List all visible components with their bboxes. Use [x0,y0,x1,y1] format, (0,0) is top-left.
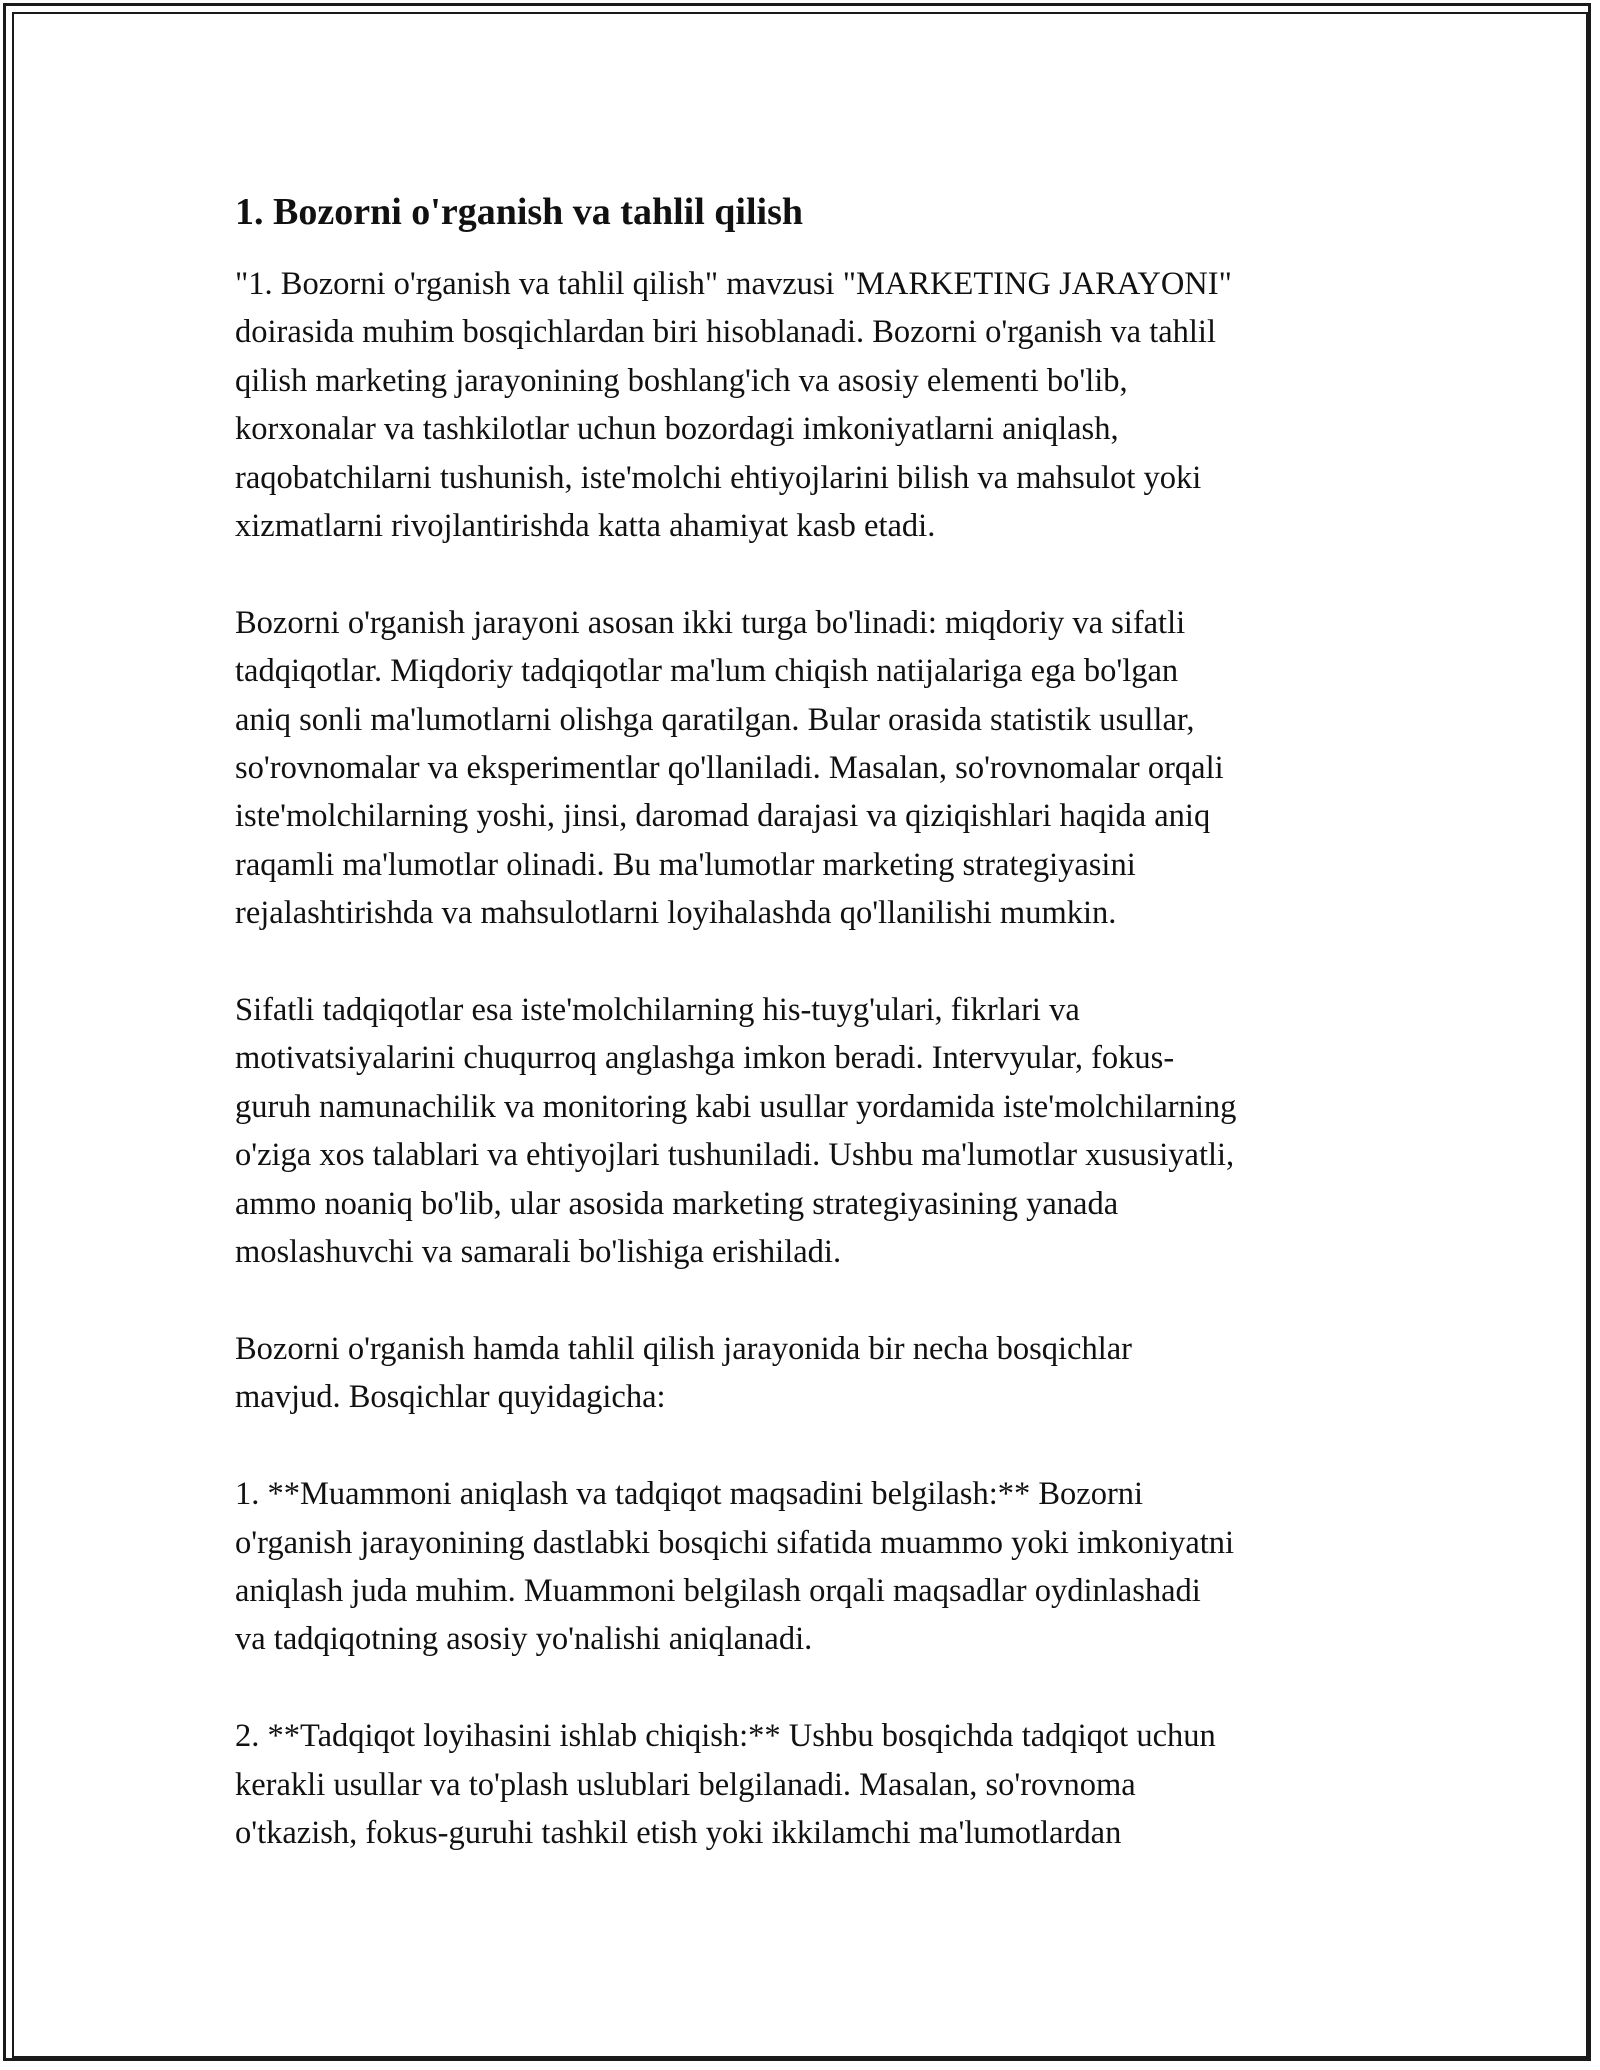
paragraph-stage-2: 2. **Tadqiqot loyihasini ishlab chiqish:** Ushbu bosqichda tadqiqot uchun kerakli usullar va to'plash uslublari belgilanadi. Masalan, so'rovnoma o'tkazish, fokus-guruhi tashkil etish yoki ikkilamchi ma'lumotlardan [235,1718,1216,1851]
paragraph-intro: "1. Bozorni o'rganish va tahlil qilish" mavzusi "MARKETING JARAYONI" doirasida muhim bosqichlardan biri hisoblanadi. Bozorni o'rganish va tahlil qilish marketing jarayonining boshlang'ich va asosiy elementi bo'lib, korxonalar va tashkilotlar uchun bozordagi imkoniyatlarni aniqlash, raqobatchilarni tushunish, iste'molchi ehtiyojlarini bilish va mahsulot yoki xizmatlarni rivojlantirishda katta ahamiyat kasb etadi. [235,266,1232,545]
document-body [235,184,1375,1906]
paragraph-quantitative: Bozorni o'rganish jarayoni asosan ikki turga bo'linadi: miqdoriy va sifatli tadqiqotlar. Miqdoriy tadqiqotlar ma'lum chiqish natijalariga ega bo'lgan aniq sonli ma'lumotlarni olishga qaratilgan. Bular orasida statistik usullar, so'rovnomalar va eksperimentlar qo'llaniladi. Masalan, so'rovnomalar orqali iste'molchilarning yoshi, jinsi, daromad darajasi va qiziqishlari haqida aniq raqamli ma'lumotlar olinadi. Bu ma'lumotlar marketing strategiyasini rejalashtirishda va mahsulotlarni loyihalashda qo'llanilishi mumkin. [235,604,1224,932]
paragraph-stages-intro: Bozorni o'rganish hamda tahlil qilish jarayonida bir necha bosqichlar mavjud. Bosqichlar quyidagicha: [235,1330,1132,1416]
section-heading: 1. Bozorni o'rganish va tahlil qilish [235,191,803,233]
paragraph-qualitative: Sifatli tadqiqotlar esa iste'molchilarning his-tuyg'ulari, fikrlari va motivatsiyalarini chuqurroq anglashga imkon beradi. Intervyular, fokus- guruh namunachilik va monitoring kabi usullar yordamida iste'molchilarning o'ziga xos talablari va ehtiyojlari tushuniladi. Ushbu ma'lumotlar xususiyatli, ammo noaniq bo'lib, ular asosida marketing strategiyasining yanada moslashuvchi va samarali bo'lishiga erishiladi. [235,992,1237,1271]
paragraph-stage-1: 1. **Muammoni aniqlash va tadqiqot maqsadini belgilash:** Bozorni o'rganish jarayonining dastlabki bosqichi sifatida muammo yoki imkoniyatni aniqlash juda muhim. Muammoni belgilash orqali maqsadlar oydinlashadi va tadqiqotning asosiy yo'nalishi aniqlanadi. [235,1476,1235,1658]
